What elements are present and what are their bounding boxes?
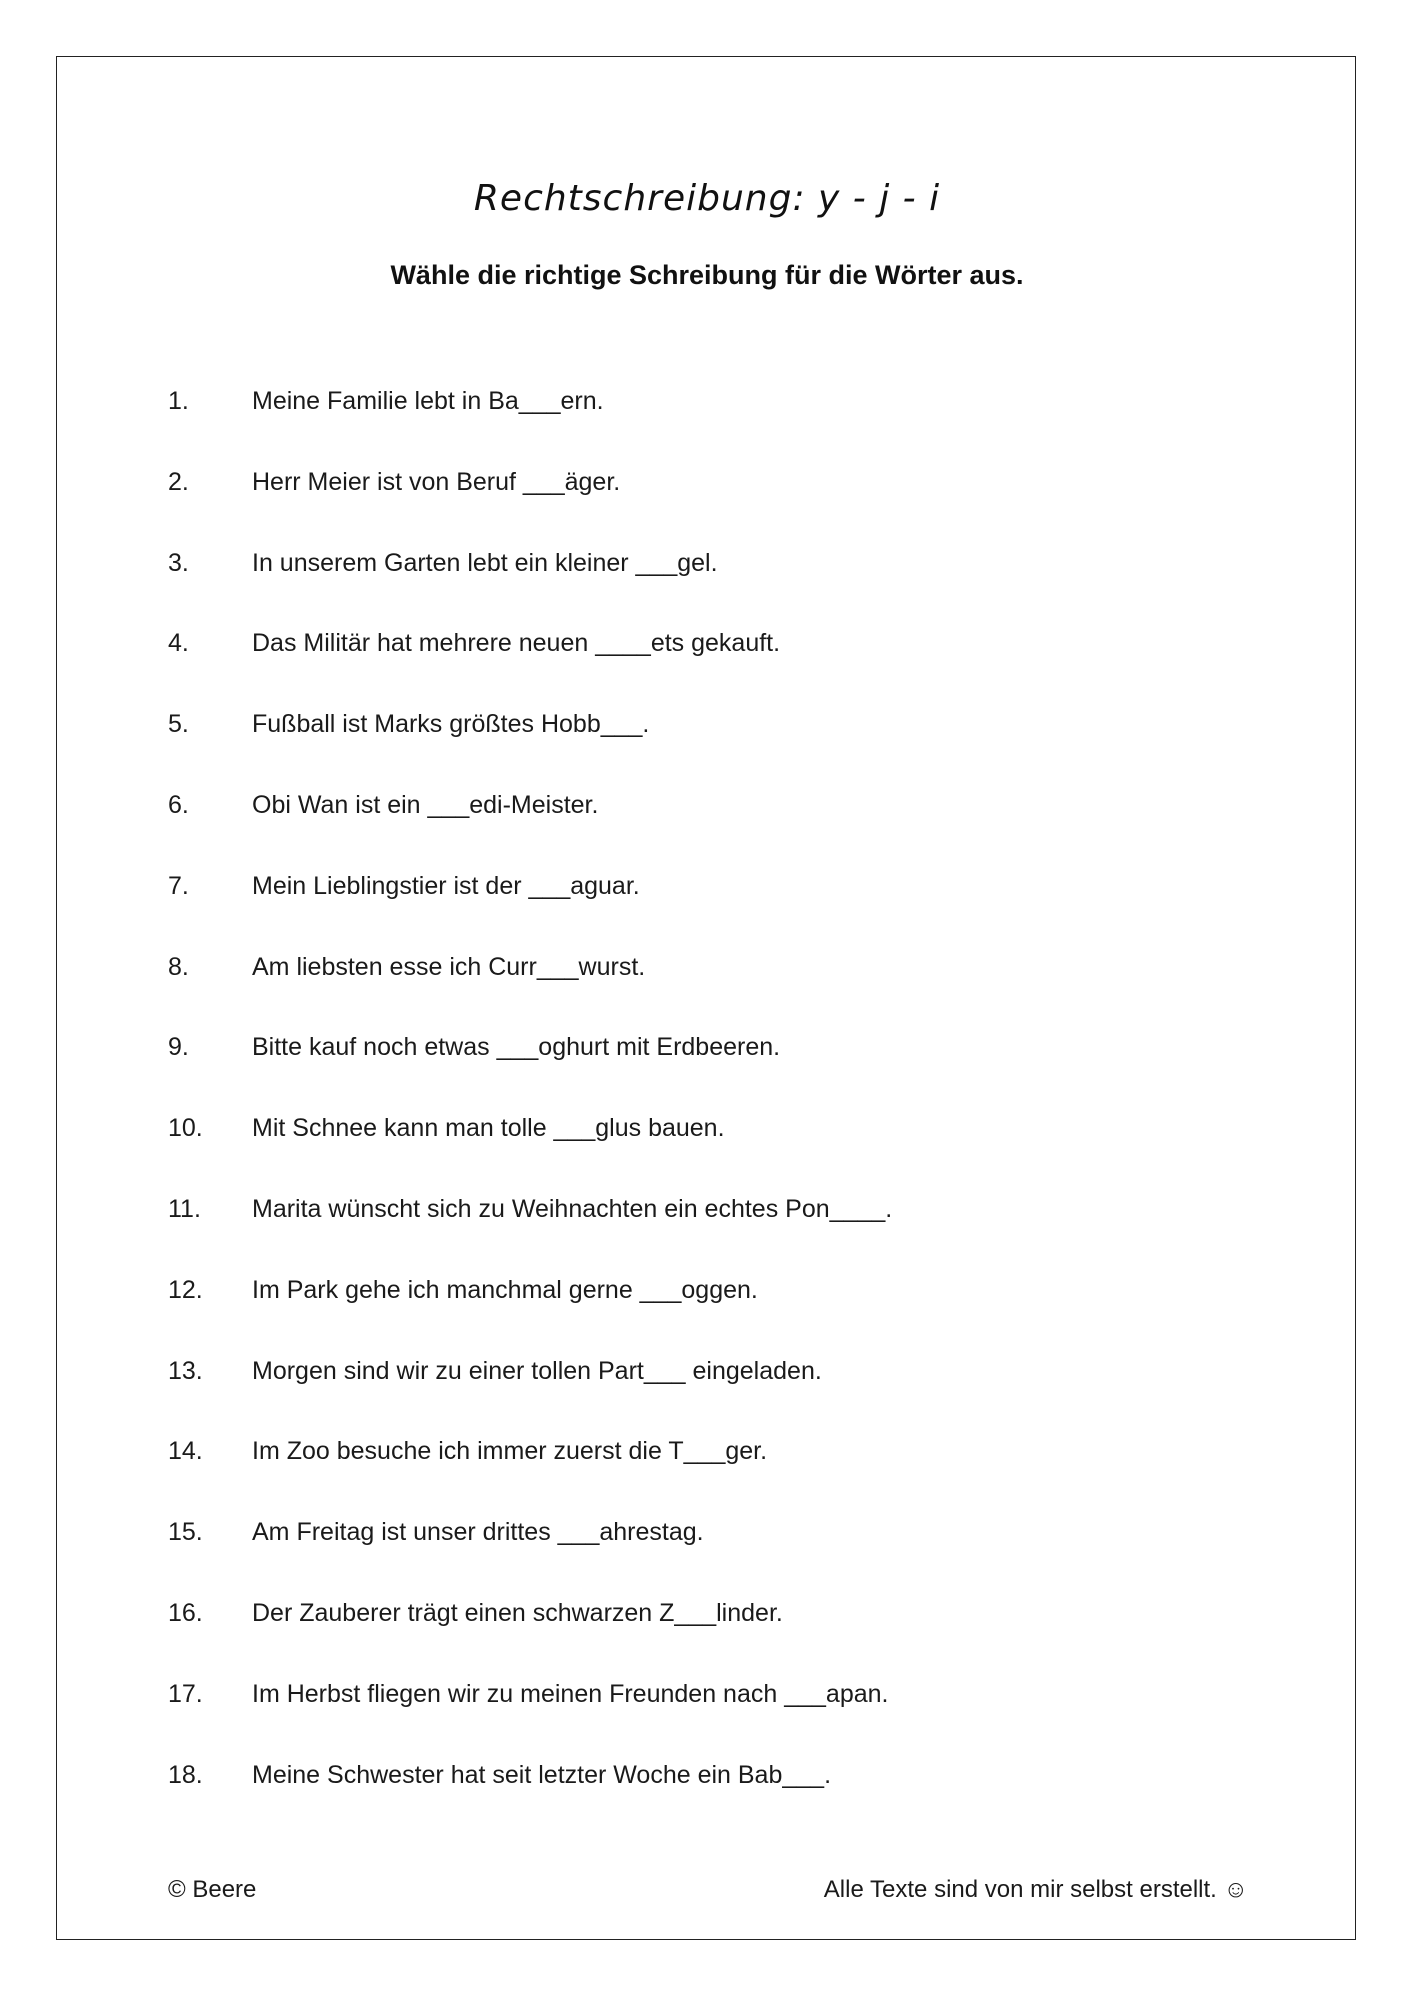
item-number: 11. [168, 1194, 201, 1223]
item-sentence: Bitte kauf noch etwas ___oghurt mit Erdbeeren. [252, 1033, 781, 1062]
exercise-item-1 [168, 384, 892, 465]
item-number: 6. [168, 790, 189, 819]
item-number: 7. [168, 871, 189, 900]
exercise-item-4 [168, 626, 892, 707]
item-sentence: Meine Familie lebt in Ba___ern. [252, 387, 604, 415]
item-sentence: Im Park gehe ich manchmal gerne ___oggen. [252, 1275, 758, 1304]
item-number: 8. [168, 952, 189, 981]
item-number: 17. [168, 1679, 203, 1708]
item-sentence: Meine Schwester hat seit letzter Woche ein Bab___. [252, 1760, 832, 1789]
item-number: 15. [168, 1518, 203, 1547]
item-number: 12. [168, 1275, 203, 1304]
item-number: 5. [168, 710, 189, 739]
item-number: 4. [168, 629, 189, 658]
item-sentence: Im Herbst fliegen wir zu meinen Freunden nach ___apan. [252, 1679, 889, 1708]
exercise-item-14 [168, 1434, 892, 1515]
item-number: 16. [168, 1598, 203, 1627]
exercise-item-6 [168, 788, 892, 869]
exercise-item-11 [168, 1192, 892, 1273]
exercise-item-10 [168, 1111, 892, 1192]
worksheet-title: Rechtschreibung: y - j - i [473, 178, 941, 219]
item-number: 14. [168, 1437, 203, 1466]
item-sentence: Fußball ist Marks größtes Hobb___. [252, 710, 650, 739]
exercise-item-13 [168, 1354, 892, 1435]
item-sentence: Im Zoo besuche ich immer zuerst die T___ger. [252, 1437, 768, 1466]
item-sentence: Morgen sind wir zu einer tollen Part___ eingeladen. [252, 1356, 822, 1385]
item-number: 2. [168, 467, 189, 496]
authorship-note: Alle Texte sind von mir selbst erstellt. ☺ [823, 1876, 1248, 1903]
exercise-list [168, 384, 892, 1838]
exercise-item-9 [168, 1030, 892, 1111]
exercise-item-15 [168, 1515, 892, 1596]
item-number: 18. [168, 1760, 203, 1789]
item-sentence: Am Freitag ist unser drittes ___ahrestag. [252, 1518, 704, 1547]
worksheet-instruction: Wähle die richtige Schreibung für die Wörter aus. [390, 260, 1024, 290]
item-number: 9. [168, 1033, 189, 1062]
exercise-item-7 [168, 869, 892, 950]
item-sentence: Der Zauberer trägt einen schwarzen Z___linder. [252, 1598, 783, 1627]
copyright-note: © Beere [168, 1876, 257, 1903]
exercise-item-16 [168, 1596, 892, 1677]
item-sentence: Herr Meier ist von Beruf ___äger. [252, 467, 621, 496]
item-number: 10. [168, 1114, 203, 1143]
exercise-item-8 [168, 950, 892, 1031]
exercise-item-5 [168, 707, 892, 788]
item-sentence: Marita wünscht sich zu Weihnachten ein echtes Pon____. [252, 1194, 893, 1223]
exercise-item-18 [168, 1758, 892, 1839]
item-number: 3. [168, 548, 189, 577]
exercise-item-3 [168, 546, 892, 627]
item-sentence: Obi Wan ist ein ___edi-Meister. [252, 790, 599, 819]
item-sentence: Mit Schnee kann man tolle ___glus bauen. [252, 1114, 725, 1143]
item-number: 1. [168, 387, 189, 415]
item-sentence: Das Militär hat mehrere neuen ____ets gekauft. [252, 629, 781, 658]
item-sentence: Mein Lieblingstier ist der ___aguar. [252, 871, 640, 900]
item-sentence: Am liebsten esse ich Curr___wurst. [252, 952, 646, 981]
item-number: 13. [168, 1356, 203, 1385]
exercise-item-2 [168, 465, 892, 546]
item-sentence: In unserem Garten lebt ein kleiner ___gel. [252, 548, 718, 577]
exercise-item-17 [168, 1677, 892, 1758]
exercise-item-12 [168, 1273, 892, 1354]
